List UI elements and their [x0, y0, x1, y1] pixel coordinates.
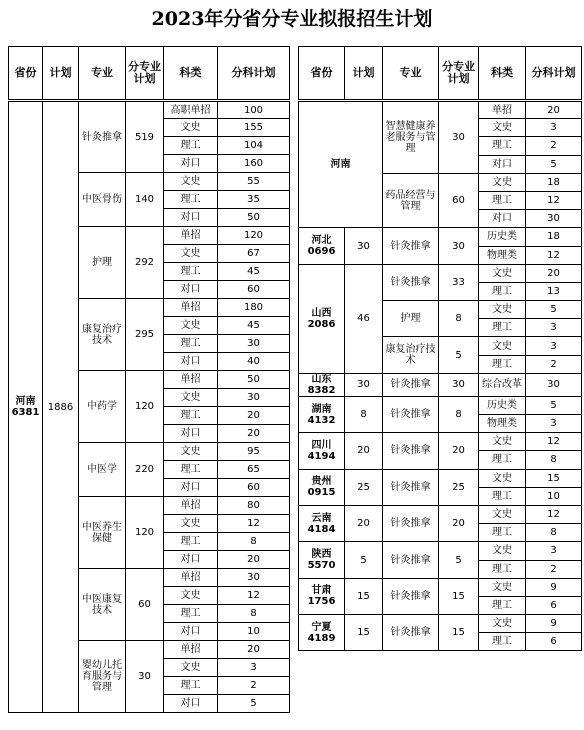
category-cell: 对口: [164, 695, 218, 713]
category-plan-cell: 30: [218, 389, 290, 407]
province-cell: 云南 4184: [299, 505, 345, 541]
category-cell: 单招: [479, 101, 526, 119]
province-cell: 湖南 4132: [299, 396, 345, 432]
category-cell: 综合改革: [479, 373, 526, 396]
category-plan-cell: 10: [218, 623, 290, 641]
category-plan-cell: 2: [218, 677, 290, 695]
category-cell: 理工: [479, 560, 526, 578]
category-plan-cell: 20: [218, 641, 290, 659]
category-cell: 单招: [164, 497, 218, 515]
category-plan-cell: 95: [218, 443, 290, 461]
table-row: [299, 615, 582, 633]
plan-cell: 46: [345, 264, 383, 373]
major-cell: 护理: [79, 227, 126, 299]
category-plan-cell: 6: [526, 596, 582, 614]
major-plan-cell: 30: [439, 228, 479, 264]
major-cell: 针灸推拿: [79, 101, 126, 173]
province-cell: 贵州 0915: [299, 469, 345, 505]
category-cell: 文史: [164, 659, 218, 677]
major-cell: 针灸推拿: [383, 469, 439, 505]
major-cell: 针灸推拿: [383, 578, 439, 614]
category-cell: 文史: [479, 578, 526, 596]
plan-cell: 15: [345, 615, 383, 651]
province-cell: 山东8382: [299, 373, 345, 396]
category-plan-cell: 2: [526, 560, 582, 578]
category-cell: 对口: [164, 479, 218, 497]
category-plan-cell: 20: [526, 264, 582, 282]
major-cell: 药品经营与管理: [383, 173, 439, 228]
header-plan: 计划: [43, 47, 79, 101]
category-cell: 理工: [164, 407, 218, 425]
major-plan-cell: 30: [126, 641, 164, 713]
category-plan-cell: 2: [526, 355, 582, 373]
plan-cell: 1886: [43, 101, 79, 713]
category-plan-cell: 8: [526, 524, 582, 542]
header-major: 专业: [383, 47, 439, 101]
category-cell: 理工: [479, 633, 526, 651]
category-plan-cell: 18: [526, 173, 582, 191]
category-cell: 文史: [479, 301, 526, 319]
category-plan-cell: 45: [218, 263, 290, 281]
header-province: 省份: [299, 47, 345, 101]
major-plan-cell: 15: [439, 578, 479, 614]
category-plan-cell: 8: [526, 451, 582, 469]
major-plan-cell: 295: [126, 299, 164, 371]
category-plan-cell: 30: [526, 373, 582, 396]
category-cell: 对口: [164, 281, 218, 299]
table-row: [299, 228, 582, 246]
major-plan-cell: 8: [439, 396, 479, 432]
category-cell: 理工: [479, 355, 526, 373]
category-cell: 文史: [164, 119, 218, 137]
major-plan-cell: 120: [126, 371, 164, 443]
header-province: 省份: [9, 47, 43, 101]
category-cell: 理工: [164, 263, 218, 281]
category-cell: 单招: [164, 641, 218, 659]
category-cell: 理工: [479, 524, 526, 542]
category-cell: 文史: [164, 389, 218, 407]
category-plan-cell: 15: [526, 469, 582, 487]
plan-cell: 15: [345, 578, 383, 614]
table-row: [299, 101, 582, 119]
category-plan-cell: 12: [526, 191, 582, 209]
major-cell: 针灸推拿: [383, 505, 439, 541]
category-cell: 对口: [164, 551, 218, 569]
category-plan-cell: 9: [526, 578, 582, 596]
header-category-plan: 分科计划: [218, 47, 290, 101]
category-cell: 理工: [479, 487, 526, 505]
category-plan-cell: 18: [526, 228, 582, 246]
category-cell: 单招: [164, 569, 218, 587]
category-cell: 文史: [479, 173, 526, 191]
major-cell: 针灸推拿: [383, 228, 439, 264]
category-cell: 对口: [164, 353, 218, 371]
table-row: [9, 101, 290, 119]
major-cell: 中药学: [79, 371, 126, 443]
major-cell: 护理: [383, 301, 439, 337]
plan-cell: 30: [345, 228, 383, 264]
category-plan-cell: 5: [526, 396, 582, 414]
category-cell: 单招: [164, 299, 218, 317]
major-cell: 中医养生保健: [79, 497, 126, 569]
category-plan-cell: 12: [526, 246, 582, 264]
category-plan-cell: 120: [218, 227, 290, 245]
category-plan-cell: 30: [218, 569, 290, 587]
major-plan-cell: 519: [126, 101, 164, 173]
category-plan-cell: 3: [526, 337, 582, 355]
header-major-plan: 分专业计划: [439, 47, 479, 101]
category-plan-cell: 50: [218, 209, 290, 227]
province-cell: 甘肃 1756: [299, 578, 345, 614]
category-cell: 理工: [164, 461, 218, 479]
category-cell: 对口: [479, 210, 526, 228]
category-cell: 物理类: [479, 415, 526, 433]
category-cell: 理工: [164, 533, 218, 551]
major-cell: 针灸推拿: [383, 396, 439, 432]
province-cell: 山西 2086: [299, 264, 345, 373]
header-major: 专业: [79, 47, 126, 101]
category-cell: 文史: [479, 119, 526, 137]
table-row: [299, 578, 582, 596]
category-plan-cell: 30: [526, 210, 582, 228]
category-plan-cell: 100: [218, 101, 290, 119]
major-cell: 中医康复技术: [79, 569, 126, 641]
category-plan-cell: 10: [526, 487, 582, 505]
header-row: [9, 47, 290, 101]
category-plan-cell: 35: [218, 191, 290, 209]
left-plan-table: [8, 46, 290, 713]
major-cell: 针灸推拿: [383, 373, 439, 396]
major-plan-cell: 140: [126, 173, 164, 227]
category-cell: 历史类: [479, 228, 526, 246]
category-plan-cell: 180: [218, 299, 290, 317]
category-cell: 理工: [479, 137, 526, 155]
category-plan-cell: 104: [218, 137, 290, 155]
table-row: [299, 542, 582, 560]
category-plan-cell: 30: [218, 335, 290, 353]
category-plan-cell: 2: [526, 137, 582, 155]
plan-cell: 5: [345, 542, 383, 578]
major-plan-cell: 5: [439, 542, 479, 578]
category-cell: 文史: [479, 337, 526, 355]
category-plan-cell: 3: [526, 319, 582, 337]
major-cell: 中医学: [79, 443, 126, 497]
table-row: [299, 505, 582, 523]
header-category-plan: 分科计划: [526, 47, 582, 101]
category-cell: 理工: [164, 137, 218, 155]
header-plan: 计划: [345, 47, 383, 101]
header-category: 科类: [164, 47, 218, 101]
major-cell: 针灸推拿: [383, 542, 439, 578]
major-cell: 中医骨伤: [79, 173, 126, 227]
category-cell: 对口: [164, 155, 218, 173]
plan-cell: 8: [345, 396, 383, 432]
major-plan-cell: 25: [439, 469, 479, 505]
province-cell: 四川 4194: [299, 433, 345, 469]
major-cell: 婴幼儿托育服务与管理: [79, 641, 126, 713]
plan-cell: 25: [345, 469, 383, 505]
category-plan-cell: 3: [526, 415, 582, 433]
category-cell: 对口: [164, 425, 218, 443]
category-cell: 文史: [479, 469, 526, 487]
major-plan-cell: 220: [126, 443, 164, 497]
category-plan-cell: 3: [526, 542, 582, 560]
plan-cell: 20: [345, 433, 383, 469]
category-plan-cell: 13: [526, 282, 582, 300]
category-cell: 文史: [479, 433, 526, 451]
category-cell: 理工: [479, 282, 526, 300]
province-cell: 河北 0696: [299, 228, 345, 264]
major-plan-cell: 5: [439, 337, 479, 373]
category-plan-cell: 60: [218, 281, 290, 299]
category-cell: 单招: [164, 227, 218, 245]
category-plan-cell: 6: [526, 633, 582, 651]
header-category: 科类: [479, 47, 526, 101]
category-cell: 理工: [479, 319, 526, 337]
table-row: [299, 373, 582, 396]
category-cell: 单招: [164, 371, 218, 389]
major-cell: 康复治疗技术: [79, 299, 126, 371]
category-cell: 历史类: [479, 396, 526, 414]
category-cell: 理工: [479, 191, 526, 209]
category-plan-cell: 12: [526, 433, 582, 451]
category-cell: 文史: [479, 542, 526, 560]
category-cell: 高职单招: [164, 101, 218, 119]
major-cell: 针灸推拿: [383, 433, 439, 469]
category-plan-cell: 5: [526, 155, 582, 173]
category-plan-cell: 12: [218, 587, 290, 605]
table-row: [299, 469, 582, 487]
category-plan-cell: 40: [218, 353, 290, 371]
table-row: [299, 433, 582, 451]
category-cell: 理工: [164, 191, 218, 209]
category-cell: 文史: [164, 515, 218, 533]
header-major-plan: 分专业计划: [126, 47, 164, 101]
category-cell: 对口: [164, 209, 218, 227]
category-cell: 文史: [164, 245, 218, 263]
category-cell: 文史: [164, 317, 218, 335]
category-plan-cell: 12: [218, 515, 290, 533]
category-cell: 对口: [164, 623, 218, 641]
category-plan-cell: 50: [218, 371, 290, 389]
category-plan-cell: 60: [218, 479, 290, 497]
major-plan-cell: 292: [126, 227, 164, 299]
major-plan-cell: 33: [439, 264, 479, 300]
plan-cell: 20: [345, 505, 383, 541]
category-cell: 理工: [164, 335, 218, 353]
major-plan-cell: 20: [439, 433, 479, 469]
category-plan-cell: 9: [526, 615, 582, 633]
plan-cell: 30: [345, 373, 383, 396]
category-cell: 理工: [479, 596, 526, 614]
category-cell: 理工: [164, 677, 218, 695]
major-cell: 针灸推拿: [383, 264, 439, 300]
category-plan-cell: 3: [218, 659, 290, 677]
major-plan-cell: 60: [126, 569, 164, 641]
category-plan-cell: 8: [218, 605, 290, 623]
header-row: [299, 47, 582, 101]
major-plan-cell: 8: [439, 301, 479, 337]
province-cell: 宁夏 4189: [299, 615, 345, 651]
major-plan-cell: 30: [439, 373, 479, 396]
category-plan-cell: 45: [218, 317, 290, 335]
category-plan-cell: 80: [218, 497, 290, 515]
major-cell: 针灸推拿: [383, 615, 439, 651]
category-plan-cell: 160: [218, 155, 290, 173]
category-plan-cell: 55: [218, 173, 290, 191]
category-cell: 文史: [164, 587, 218, 605]
category-plan-cell: 3: [526, 119, 582, 137]
category-plan-cell: 8: [218, 533, 290, 551]
category-plan-cell: 5: [218, 695, 290, 713]
province-cell: 河南 6381: [9, 101, 43, 713]
table-row: [299, 264, 582, 282]
category-plan-cell: 67: [218, 245, 290, 263]
major-plan-cell: 60: [439, 173, 479, 228]
major-cell: 智慧健康养老服务与管理: [383, 101, 439, 174]
province-cell: 河南: [299, 101, 383, 228]
category-cell: 文史: [479, 615, 526, 633]
province-cell: 陕西 5570: [299, 542, 345, 578]
major-plan-cell: 30: [439, 101, 479, 174]
major-cell: 康复治疗技术: [383, 337, 439, 373]
right-plan-table: [298, 46, 582, 651]
category-plan-cell: 155: [218, 119, 290, 137]
major-plan-cell: 20: [439, 505, 479, 541]
category-plan-cell: 20: [218, 407, 290, 425]
category-plan-cell: 12: [526, 505, 582, 523]
major-plan-cell: 15: [439, 615, 479, 651]
category-cell: 文史: [479, 264, 526, 282]
category-cell: 理工: [479, 451, 526, 469]
category-plan-cell: 5: [526, 301, 582, 319]
category-cell: 理工: [164, 605, 218, 623]
category-cell: 文史: [164, 443, 218, 461]
category-cell: 文史: [164, 173, 218, 191]
category-cell: 对口: [479, 155, 526, 173]
category-cell: 物理类: [479, 246, 526, 264]
category-plan-cell: 20: [526, 101, 582, 119]
category-plan-cell: 65: [218, 461, 290, 479]
category-cell: 文史: [479, 505, 526, 523]
category-plan-cell: 20: [218, 551, 290, 569]
major-plan-cell: 120: [126, 497, 164, 569]
page-title: 2023年分省分专业拟报招生计划: [151, 8, 433, 30]
category-plan-cell: 20: [218, 425, 290, 443]
table-row: [299, 396, 582, 414]
